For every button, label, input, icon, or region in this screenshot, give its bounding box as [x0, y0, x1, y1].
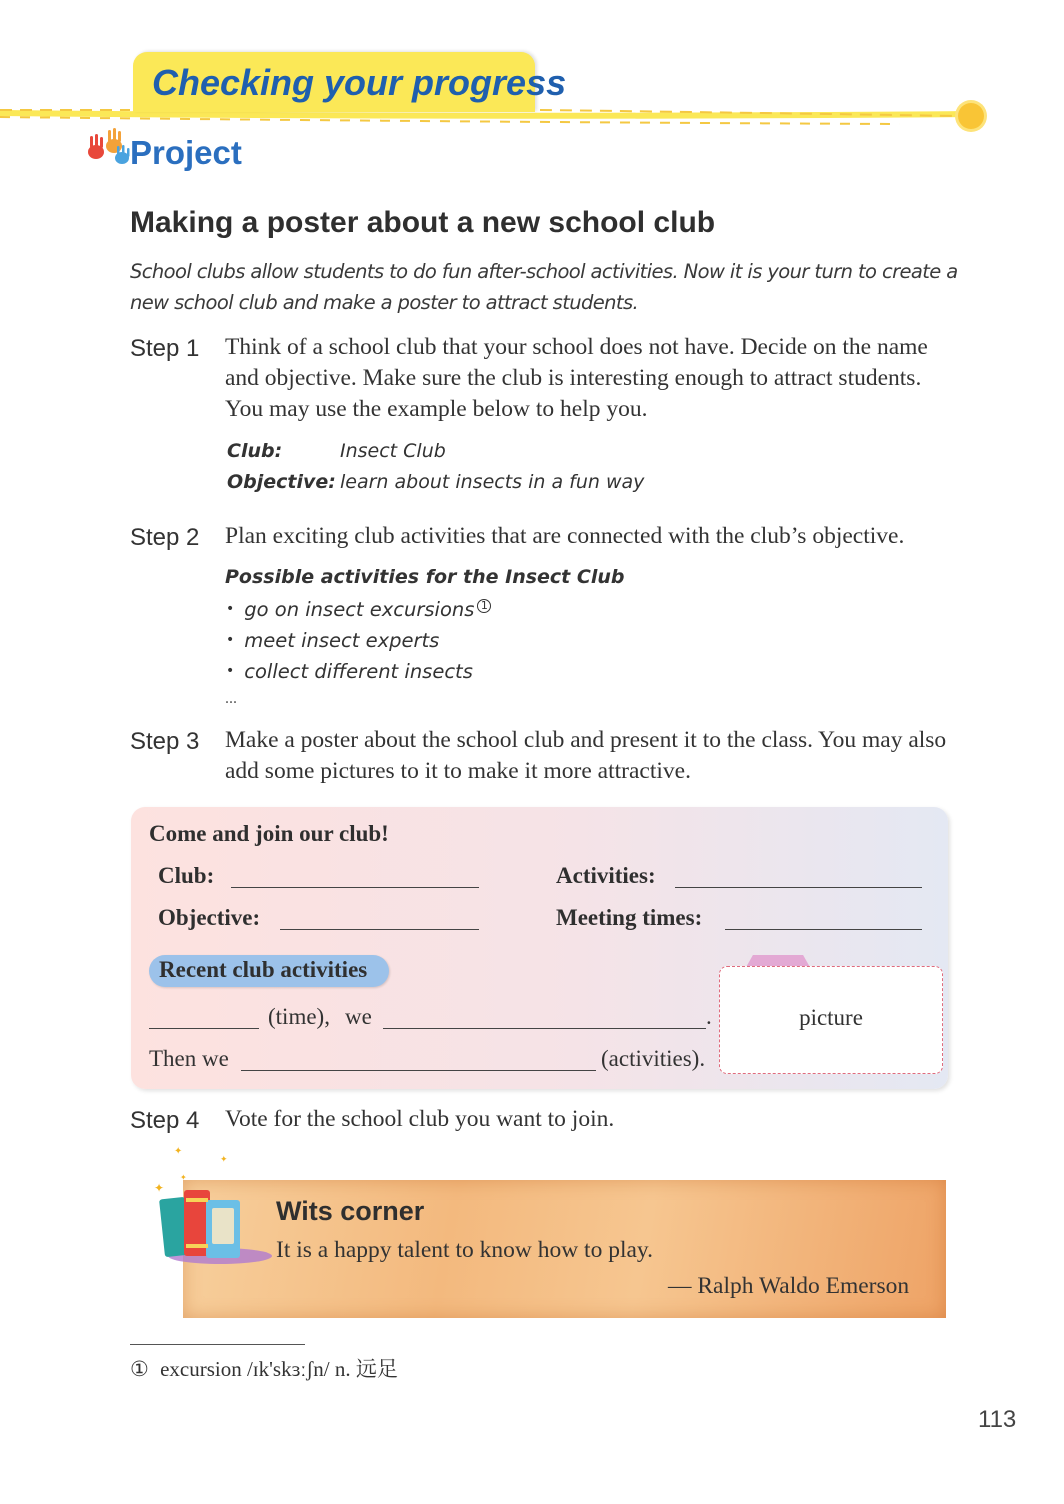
poster-club-label: Club: [158, 863, 215, 888]
step-1-text: Think of a school club that your school does not have. Decide on the name and objective. Make sure the club is interesting enough to attract students. You may use the example below to help you. [225, 334, 928, 422]
page-heading: Making a poster about a new school club [130, 206, 716, 239]
page-number: 113 [978, 1406, 1017, 1433]
poster-title: Come and join our club! [149, 821, 389, 846]
activities-suffix-text: (activities). [601, 1046, 706, 1071]
footnote [130, 1353, 398, 1383]
wits-author: — Ralph Waldo Emerson [668, 1273, 910, 1299]
example-objective-label: Objective: [227, 471, 336, 493]
period-text: . [706, 1004, 712, 1029]
footnote-text: excursion /ɪk'skɜːʃn/ n. 远足 [160, 1357, 398, 1381]
time-text: (time), [268, 1004, 330, 1029]
club-blank-line[interactable] [231, 887, 479, 888]
time-blank-line[interactable] [149, 1028, 259, 1029]
wits-quote: It is a happy talent to know how to play. [276, 1237, 654, 1263]
step-2-text: Plan exciting club activities that are connected with the club’s objective. [225, 523, 905, 549]
footnote-number: ① [130, 1357, 149, 1381]
wits-title: Wits corner [276, 1196, 425, 1226]
activity-item: • collect different insects [226, 660, 473, 683]
intro-text: School clubs allow students to do fun after-school activities. Now it is your turn to create a new school club and make a poster to attract students. [130, 260, 958, 314]
poster-objective-label: Objective: [158, 905, 261, 930]
example-club-value: Insect Club [340, 440, 446, 462]
poster-meeting-label: Meeting times: [556, 905, 703, 930]
banner-title: Checking your progress [152, 62, 567, 103]
step-1-label: Step 1 [130, 335, 200, 362]
books-icon [150, 1140, 280, 1270]
step-2-label: Step 2 [130, 524, 200, 551]
svg-text:✦: ✦ [220, 1154, 228, 1164]
picture-label: picture [799, 1005, 863, 1030]
we-text: we [345, 1004, 372, 1029]
objective-blank-line[interactable] [280, 929, 479, 930]
step-3-label: Step 3 [130, 728, 200, 755]
activity-item: • go on insect excursions 1 [226, 598, 491, 621]
recent-activities-label: Recent club activities [159, 957, 368, 982]
svg-text:✦: ✦ [174, 1146, 183, 1157]
activities-ellipsis: ... [225, 690, 237, 707]
step-4-label: Step 4 [130, 1107, 200, 1134]
svg-text:✦: ✦ [154, 1181, 165, 1195]
section-title: Project [130, 134, 242, 171]
then-we-text: Then we [149, 1046, 229, 1071]
poster-activities-label: Activities: [556, 863, 656, 888]
meeting-blank-line[interactable] [725, 929, 922, 930]
example-club-label: Club: [227, 440, 283, 462]
activities-heading: Possible activities for the Insect Club [225, 566, 625, 588]
footnote-rule [130, 1344, 305, 1345]
footnote-marker: 1 [477, 599, 491, 613]
activities-blank-line[interactable] [675, 887, 922, 888]
example-objective-value: learn about insects in a fun way [340, 471, 645, 493]
hands-icon [84, 126, 132, 168]
step-3-text: Make a poster about the school club and present it to the class. You may also add some pictures to it to make it more attractive. [225, 727, 947, 784]
activities-done-blank-line[interactable] [241, 1070, 596, 1071]
did-blank-line[interactable] [383, 1028, 706, 1029]
svg-text:✦: ✦ [180, 1173, 187, 1182]
activity-item: • meet insect experts [226, 629, 440, 652]
step-4-text: Vote for the school club you want to join. [225, 1106, 615, 1132]
header-end-dot [958, 103, 984, 129]
